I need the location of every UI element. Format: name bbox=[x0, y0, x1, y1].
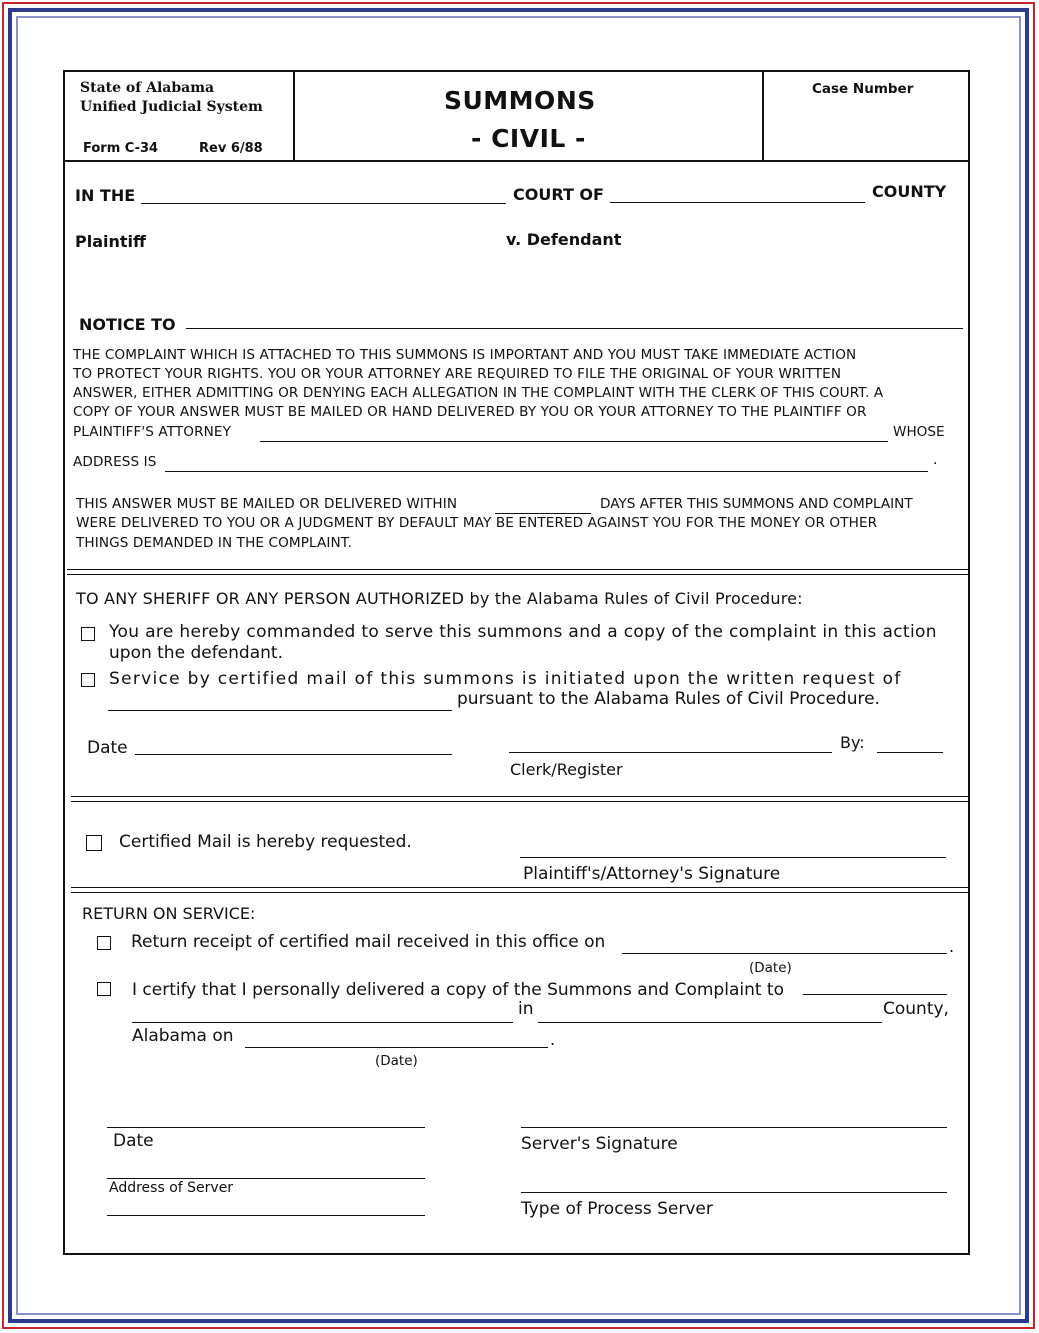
receipt-date-field[interactable] bbox=[622, 953, 947, 954]
serve-summons-checkbox[interactable] bbox=[81, 627, 95, 641]
delivered-to-field-a[interactable] bbox=[803, 994, 947, 995]
personal-delivery-checkbox[interactable] bbox=[97, 982, 111, 996]
by-field[interactable] bbox=[877, 752, 943, 753]
page-subtitle: - CIVIL - bbox=[471, 124, 586, 153]
notice-line-1: THE COMPLAINT WHICH IS ATTACHED TO THIS SUMMONS IS IMPORTANT AND YOU MUST TAKE IMMEDIATE ACTION bbox=[73, 347, 857, 363]
return-service-heading: RETURN ON SERVICE: bbox=[82, 904, 256, 923]
clerk-register-label: Clerk/Register bbox=[510, 760, 623, 779]
serve-summons-line-2: upon the defendant. bbox=[109, 643, 283, 663]
delivery-period: . bbox=[550, 1030, 556, 1049]
section-divider-3a bbox=[71, 887, 970, 888]
delivery-date-caption: (Date) bbox=[375, 1053, 418, 1069]
server-type-field[interactable] bbox=[521, 1192, 947, 1193]
section-divider-2b bbox=[71, 801, 970, 802]
defendant-label: v. Defendant bbox=[506, 230, 622, 249]
header-bottom-rule bbox=[63, 160, 970, 162]
certified-service-line-1: Service by certified mail of this summons is initiated upon the written request of bbox=[109, 669, 902, 689]
notice-line-2: TO PROTECT YOUR RIGHTS. YOU OR YOUR ATTORNEY ARE REQUIRED TO FILE THE ORIGINAL OF YOUR WRITTEN bbox=[73, 366, 842, 382]
address-field[interactable] bbox=[165, 471, 928, 472]
address-period: . bbox=[933, 452, 938, 468]
by-label: By: bbox=[840, 733, 865, 752]
certified-service-checkbox[interactable] bbox=[81, 673, 95, 687]
notice-line-4: COPY OF YOUR ANSWER MUST BE MAILED OR HAND DELIVERED BY YOU OR YOUR ATTORNEY TO THE PLAINTIFF OR bbox=[73, 404, 867, 420]
answer-line-1-end: DAYS AFTER THIS SUMMONS AND COMPLAINT bbox=[600, 496, 913, 512]
in-label: in bbox=[518, 999, 534, 1019]
server-signature-field[interactable] bbox=[521, 1127, 947, 1128]
system-label: Unified Judicial System bbox=[80, 99, 263, 115]
section-divider-3b bbox=[71, 892, 970, 893]
plaintiff-label: Plaintiff bbox=[75, 232, 146, 251]
notice-line-5-end: WHOSE bbox=[893, 424, 945, 440]
serve-summons-line-1: You are hereby commanded to serve this summons and a copy of the complaint in this action bbox=[109, 622, 937, 642]
server-address-field-b[interactable] bbox=[107, 1215, 425, 1216]
return-receipt-label: Return receipt of certified mail received in this office on bbox=[131, 932, 606, 952]
sheriff-heading: TO ANY SHERIFF OR ANY PERSON AUTHORIZED by the Alabama Rules of Civil Procedure: bbox=[76, 589, 803, 608]
return-receipt-checkbox[interactable] bbox=[97, 936, 111, 950]
state-label: State of Alabama bbox=[80, 80, 215, 96]
certified-service-line-2: pursuant to the Alabama Rules of Civil Procedure. bbox=[457, 689, 880, 709]
answer-line-2: WERE DELIVERED TO YOU OR A JUDGMENT BY DEFAULT MAY BE ENTERED AGAINST YOU FOR THE MONEY OR OTHER bbox=[76, 515, 878, 531]
plaintiff-attorney-field[interactable] bbox=[260, 441, 888, 442]
delivery-county-field[interactable] bbox=[538, 1022, 882, 1023]
header-divider-left bbox=[293, 70, 295, 162]
notice-to-field[interactable] bbox=[186, 328, 963, 329]
section-divider-2a bbox=[71, 796, 970, 797]
page-title: SUMMONS bbox=[444, 86, 596, 115]
form-number: Form C-34 bbox=[83, 141, 159, 156]
server-address-field-a[interactable] bbox=[107, 1178, 425, 1179]
county-label: COUNTY bbox=[872, 182, 947, 201]
requester-field[interactable] bbox=[108, 710, 452, 711]
case-number-label: Case Number bbox=[812, 81, 914, 97]
notice-to-label: NOTICE TO bbox=[79, 315, 176, 334]
plaintiff-signature-field[interactable] bbox=[520, 857, 946, 858]
plaintiff-signature-label: Plaintiff's/Attorney's Signature bbox=[523, 864, 781, 884]
section-divider-1b bbox=[67, 574, 968, 575]
clerk-signature-field[interactable] bbox=[509, 752, 832, 753]
certified-mail-checkbox[interactable] bbox=[86, 835, 102, 851]
county-name-field[interactable] bbox=[610, 202, 865, 203]
server-signature-label: Server's Signature bbox=[521, 1134, 678, 1154]
days-field[interactable] bbox=[495, 513, 591, 514]
notice-line-5-start: PLAINTIFF'S ATTORNEY bbox=[73, 424, 232, 440]
header-divider-right bbox=[762, 70, 764, 162]
server-address-label: Address of Server bbox=[109, 1180, 234, 1196]
alabama-on-label: Alabama on bbox=[132, 1026, 234, 1046]
server-type-label: Type of Process Server bbox=[521, 1199, 713, 1219]
receipt-period: . bbox=[949, 937, 955, 956]
section-divider-1a bbox=[67, 569, 968, 570]
notice-line-3: ANSWER, EITHER ADMITTING OR DENYING EACH ALLEGATION IN THE COMPLAINT WITH THE CLERK OF THIS COURT. A bbox=[73, 385, 884, 401]
delivery-county-label: County, bbox=[883, 999, 949, 1019]
server-date-label: Date bbox=[113, 1131, 154, 1151]
answer-line-1-start: THIS ANSWER MUST BE MAILED OR DELIVERED WITHIN bbox=[76, 496, 458, 512]
answer-line-3: THINGS DEMANDED IN THE COMPLAINT. bbox=[76, 535, 353, 551]
court-name-field[interactable] bbox=[141, 203, 506, 204]
delivered-to-field-b[interactable] bbox=[132, 1022, 513, 1023]
court-of-label: COURT OF bbox=[513, 185, 604, 204]
certified-mail-label: Certified Mail is hereby requested. bbox=[119, 832, 412, 852]
receipt-date-caption: (Date) bbox=[749, 960, 792, 976]
delivery-date-field[interactable] bbox=[245, 1047, 548, 1048]
address-is-label: ADDRESS IS bbox=[73, 454, 157, 470]
personal-delivery-label: I certify that I personally delivered a copy of the Summons and Complaint to bbox=[132, 980, 785, 1000]
sheriff-date-field[interactable] bbox=[135, 754, 452, 755]
server-date-field[interactable] bbox=[107, 1127, 425, 1128]
in-the-label: IN THE bbox=[75, 186, 136, 205]
sheriff-date-label: Date bbox=[87, 738, 128, 758]
form-revision: Rev 6/88 bbox=[199, 141, 263, 156]
